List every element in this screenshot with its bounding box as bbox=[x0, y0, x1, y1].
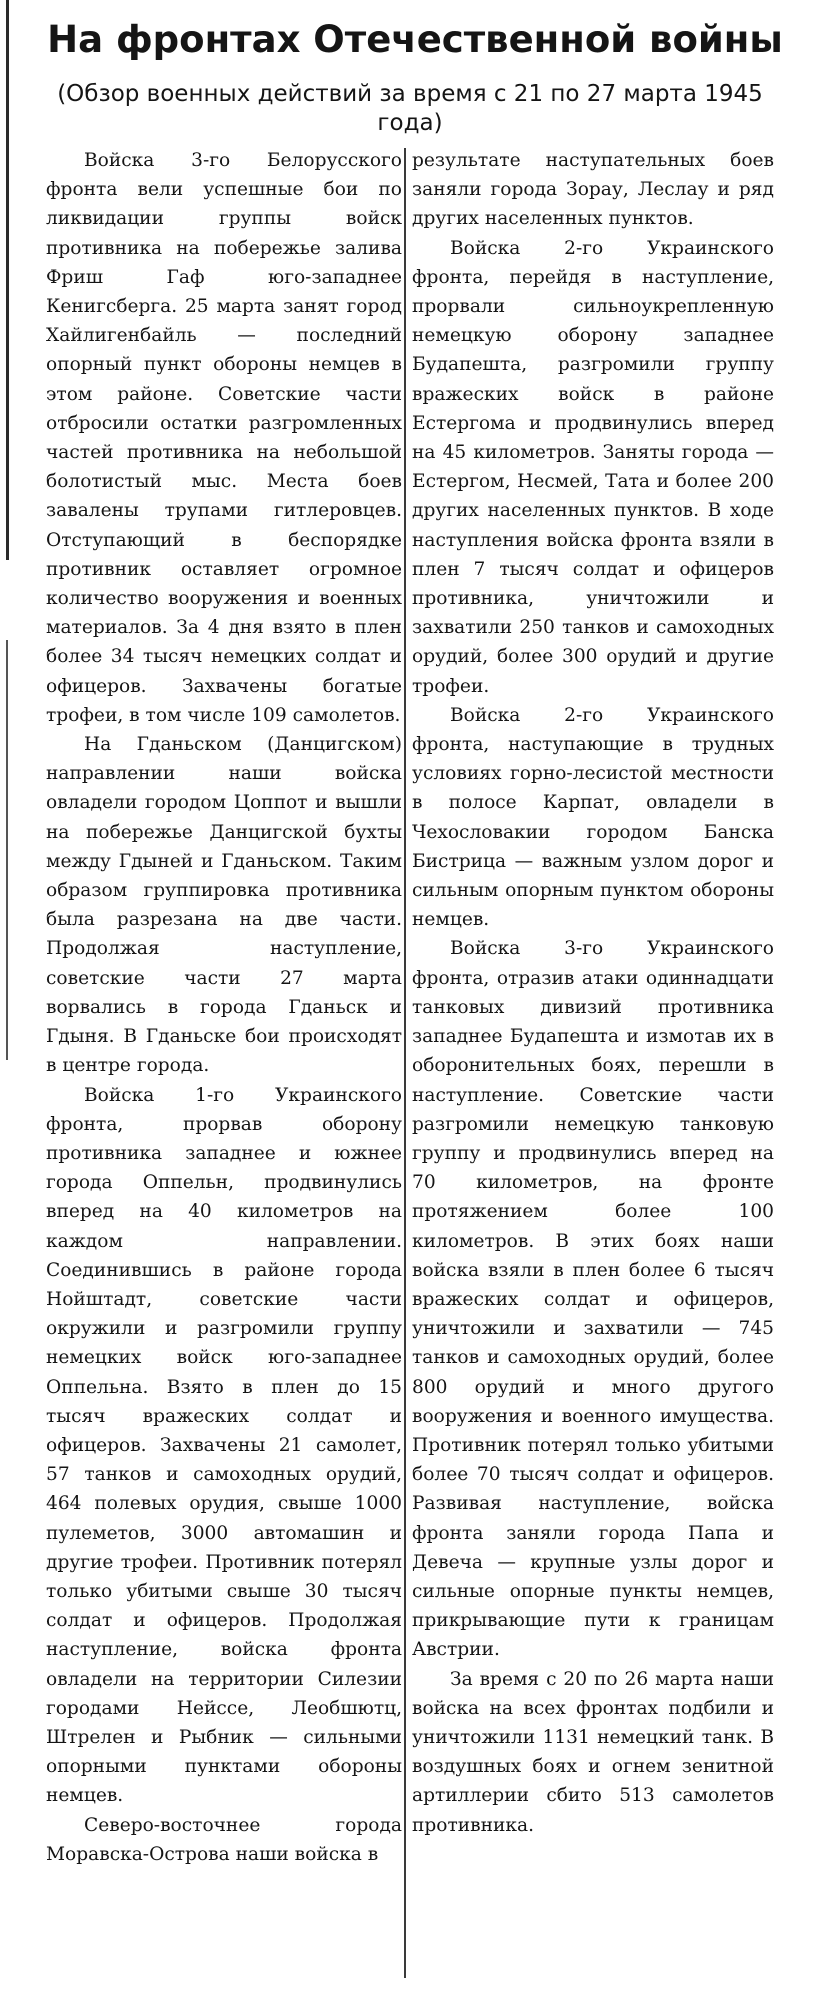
article-subtitle: (Обзор военных действий за время с 21 по 27 марта 1945 года) bbox=[57, 81, 763, 136]
article-headline: На фронтах Отечественной войны bbox=[47, 18, 783, 61]
page-edge-rule-lower bbox=[6, 640, 8, 1060]
paragraph-3rd-belorussian-front: Войска 3-го Белорусского фронта вели успешные бои по ликвидации группы войск противника на побережье залива Фриш Гаф юго-западнее Кенигсберга. 25 марта занят город Хайлигенбайль — последний опорный пункт обороны немцев в этом районе. Советские части отбросили остатки разгромленных частей противника на небольшой болотистый мыс. Места боев завалены трупами гитлеровцев. Отступающий в беспорядке противник оставляет огромное количество вооружения и военных материалов. За 4 дня взято в плен более 34 тысяч немецких солдат и офицеров. Захвачены богатые трофеи, в том числе 109 самолетов. bbox=[46, 150, 402, 726]
paragraph-gdansk-direction: На Гданьском (Данцигском) направлении наши войска овладели городом Цоппот и вышли на побережье Данцигской бухты между Гдыней и Гданьском. Таким образом группировка противника была разрезана на две части. Продолжая наступление, советские части 27 марта ворвались в города Гданьск и Гдыня. В Гданьске бои происходят в центре города. bbox=[46, 734, 402, 1077]
page-edge-rule bbox=[6, 0, 9, 560]
paragraph-1st-ukrainian-front: Войска 1-го Украинского фронта, прорвав оборону противника западнее и южнее города Оппельн, продвинулись вперед на 40 километров на каждом направлении. Соединившись в районе города Нойштадт, советские части окружили и разгромили группу немецких войск юго-западнее Оппельна. Взято в плен до 15 тысяч вражеских солдат и офицеров. Захвачены 21 самолет, 57 танков и самоходных орудий, 464 полевых орудия, свыше 1000 пулеметов, 3000 автомашин и другие трофеи. Противник потерял только убитыми свыше 30 тысяч солдат и офицеров. Продолжая наступление, войска фронта овладели на территории Силезии городами Нейссе, Леобшютц, Штрелен и Рыбник — сильными опорными пунктами обороны немцев. bbox=[46, 1084, 402, 1807]
right-column bbox=[412, 146, 774, 1840]
left-column bbox=[46, 146, 402, 1869]
paragraph-moravska-ostrava: Северо-восточнее города Моравска-Острова наши войска в bbox=[46, 1814, 402, 1865]
paragraph-3rd-ukrainian-front: Войска 3-го Украинского фронта, отразив атаки одиннадцати танковых дивизий противника западнее Будапешта и измотав их в оборонительных боях, перешли в наступление. Советские части разгромили немецкую танковую группу и продвинулись вперед на 70 километров, на фронте протяжением более 100 километров. В этих боях наши войска взяли в плен более 6 тысяч вражеских солдат и офицеров, уничтожили и захватили — 745 танков и самоходных орудий, более 800 орудий и много другого вооружения и военного имущества. Противник потерял только убитыми более 70 тысяч солдат и офицеров. Развивая наступление, войска фронта заняли города Папа и Девеча — крупные узлы дорог и сильные опорные пункты немцев, прикрывающие пути к границам Австрии. bbox=[412, 938, 774, 1661]
paragraph-2nd-ukrainian-front-carpathians: Войска 2-го Украинского фронта, наступающие в трудных условиях горно-лесистой местности в полосе Карпат, овладели в Чехословакии городом Банска Бистрица — важным узлом дорог и сильным опорным пунктом обороны немцев. bbox=[412, 704, 774, 931]
paragraph-continuation: результате наступательных боев заняли города Зорау, Леслау и ряд других населенных пунктов. bbox=[412, 150, 774, 230]
paragraph-tank-summary: За время с 20 по 26 марта наши войска на всех фронтах подбили и уничтожили 1131 немецкий танк. В воздушных боях и огнем зенитной артиллерии сбито 513 самолетов противника. bbox=[412, 1668, 774, 1836]
column-divider bbox=[404, 148, 406, 1978]
paragraph-2nd-ukrainian-front-budapest: Войска 2-го Украинского фронта, перейдя в наступление, прорвали сильноукрепленную немецкую оборону западнее Будапешта, разгромили группу вражеских войск в районе Естергома и продвинулись вперед на 45 километров. Заняты города — Естергом, Несмей, Тата и более 200 других населенных пунктов. В ходе наступления войска фронта взяли в плен 7 тысяч солдат и офицеров противника, уничтожили и захватили 250 танков и самоходных орудий, более 300 орудий и другие трофеи. bbox=[412, 237, 774, 697]
